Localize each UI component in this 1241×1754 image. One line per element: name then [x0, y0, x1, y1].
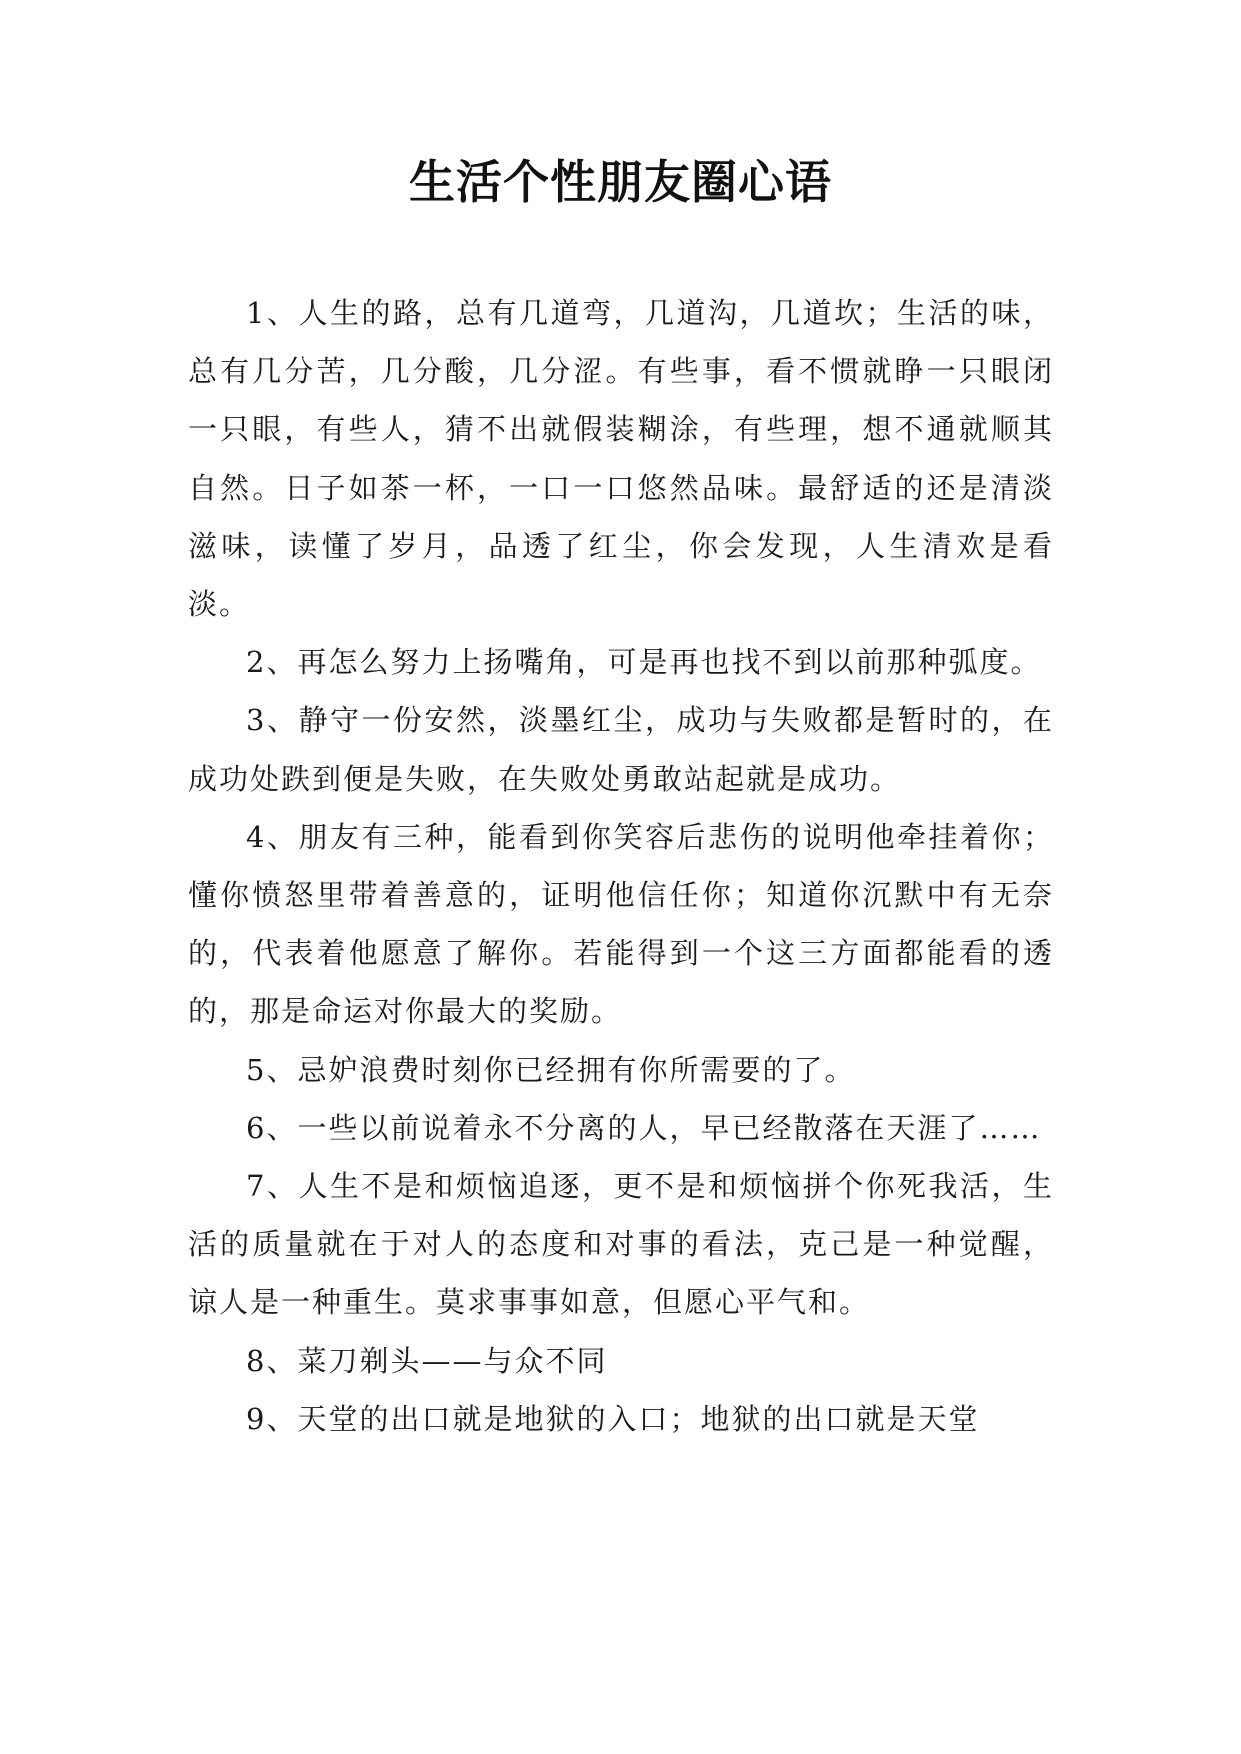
- paragraph-5: 5、忌妒浪费时刻你已经拥有你所需要的了。: [246, 1052, 856, 1087]
- paragraph-6: 6、一些以前说着永不分离的人，早已经散落在天涯了……: [246, 1110, 1042, 1145]
- paragraph-7: 7、人生不是和烦恼追逐，更不是和烦恼拼个你死我活，生活的质量就在于对人的态度和对事的看法，克己是一种觉醒，谅人是一种重生。莫求事事如意，但愿心平气和。: [188, 1169, 1054, 1320]
- paragraph-2: 2、再怎么努力上扬嘴角，可是再也找不到以前那种弧度。: [246, 645, 1042, 680]
- paragraph-1: 1、人生的路，总有几道弯，几道沟，几道坎；生活的味，总有几分苦，几分酸，几分涩。有些事，看不惯就睁一只眼闭一只眼，有些人，猜不出就假装糊涂，有些理，想不通就顺其自然。日子如茶一杯，一口一口悠然品味。最舒适的还是清淡滋味，读懂了岁月，品透了红尘，你会发现，人生清欢是看淡。: [188, 296, 1054, 622]
- paragraph-8: 8、菜刀剃头——与众不同: [246, 1343, 608, 1378]
- paragraph-9: 9、天堂的出口就是地狱的入口；地狱的出口就是天堂: [246, 1401, 980, 1436]
- document-title: 生活个性朋友圈心语: [409, 155, 832, 209]
- document-body: [188, 284, 1054, 1448]
- paragraph-4: 4、朋友有三种，能看到你笑容后悲伤的说明他牵挂着你；懂你愤怒里带着善意的，证明他信任你；知道你沉默中有无奈的，代表着他愿意了解你。若能得到一个这三方面都能看的透的，那是命运对你最大的奖励。: [188, 819, 1054, 1029]
- paragraph-3: 3、静守一份安然，淡墨红尘，成功与失败都是暂时的，在成功处跌到便是失败，在失败处勇敢站起就是成功。: [188, 703, 1054, 796]
